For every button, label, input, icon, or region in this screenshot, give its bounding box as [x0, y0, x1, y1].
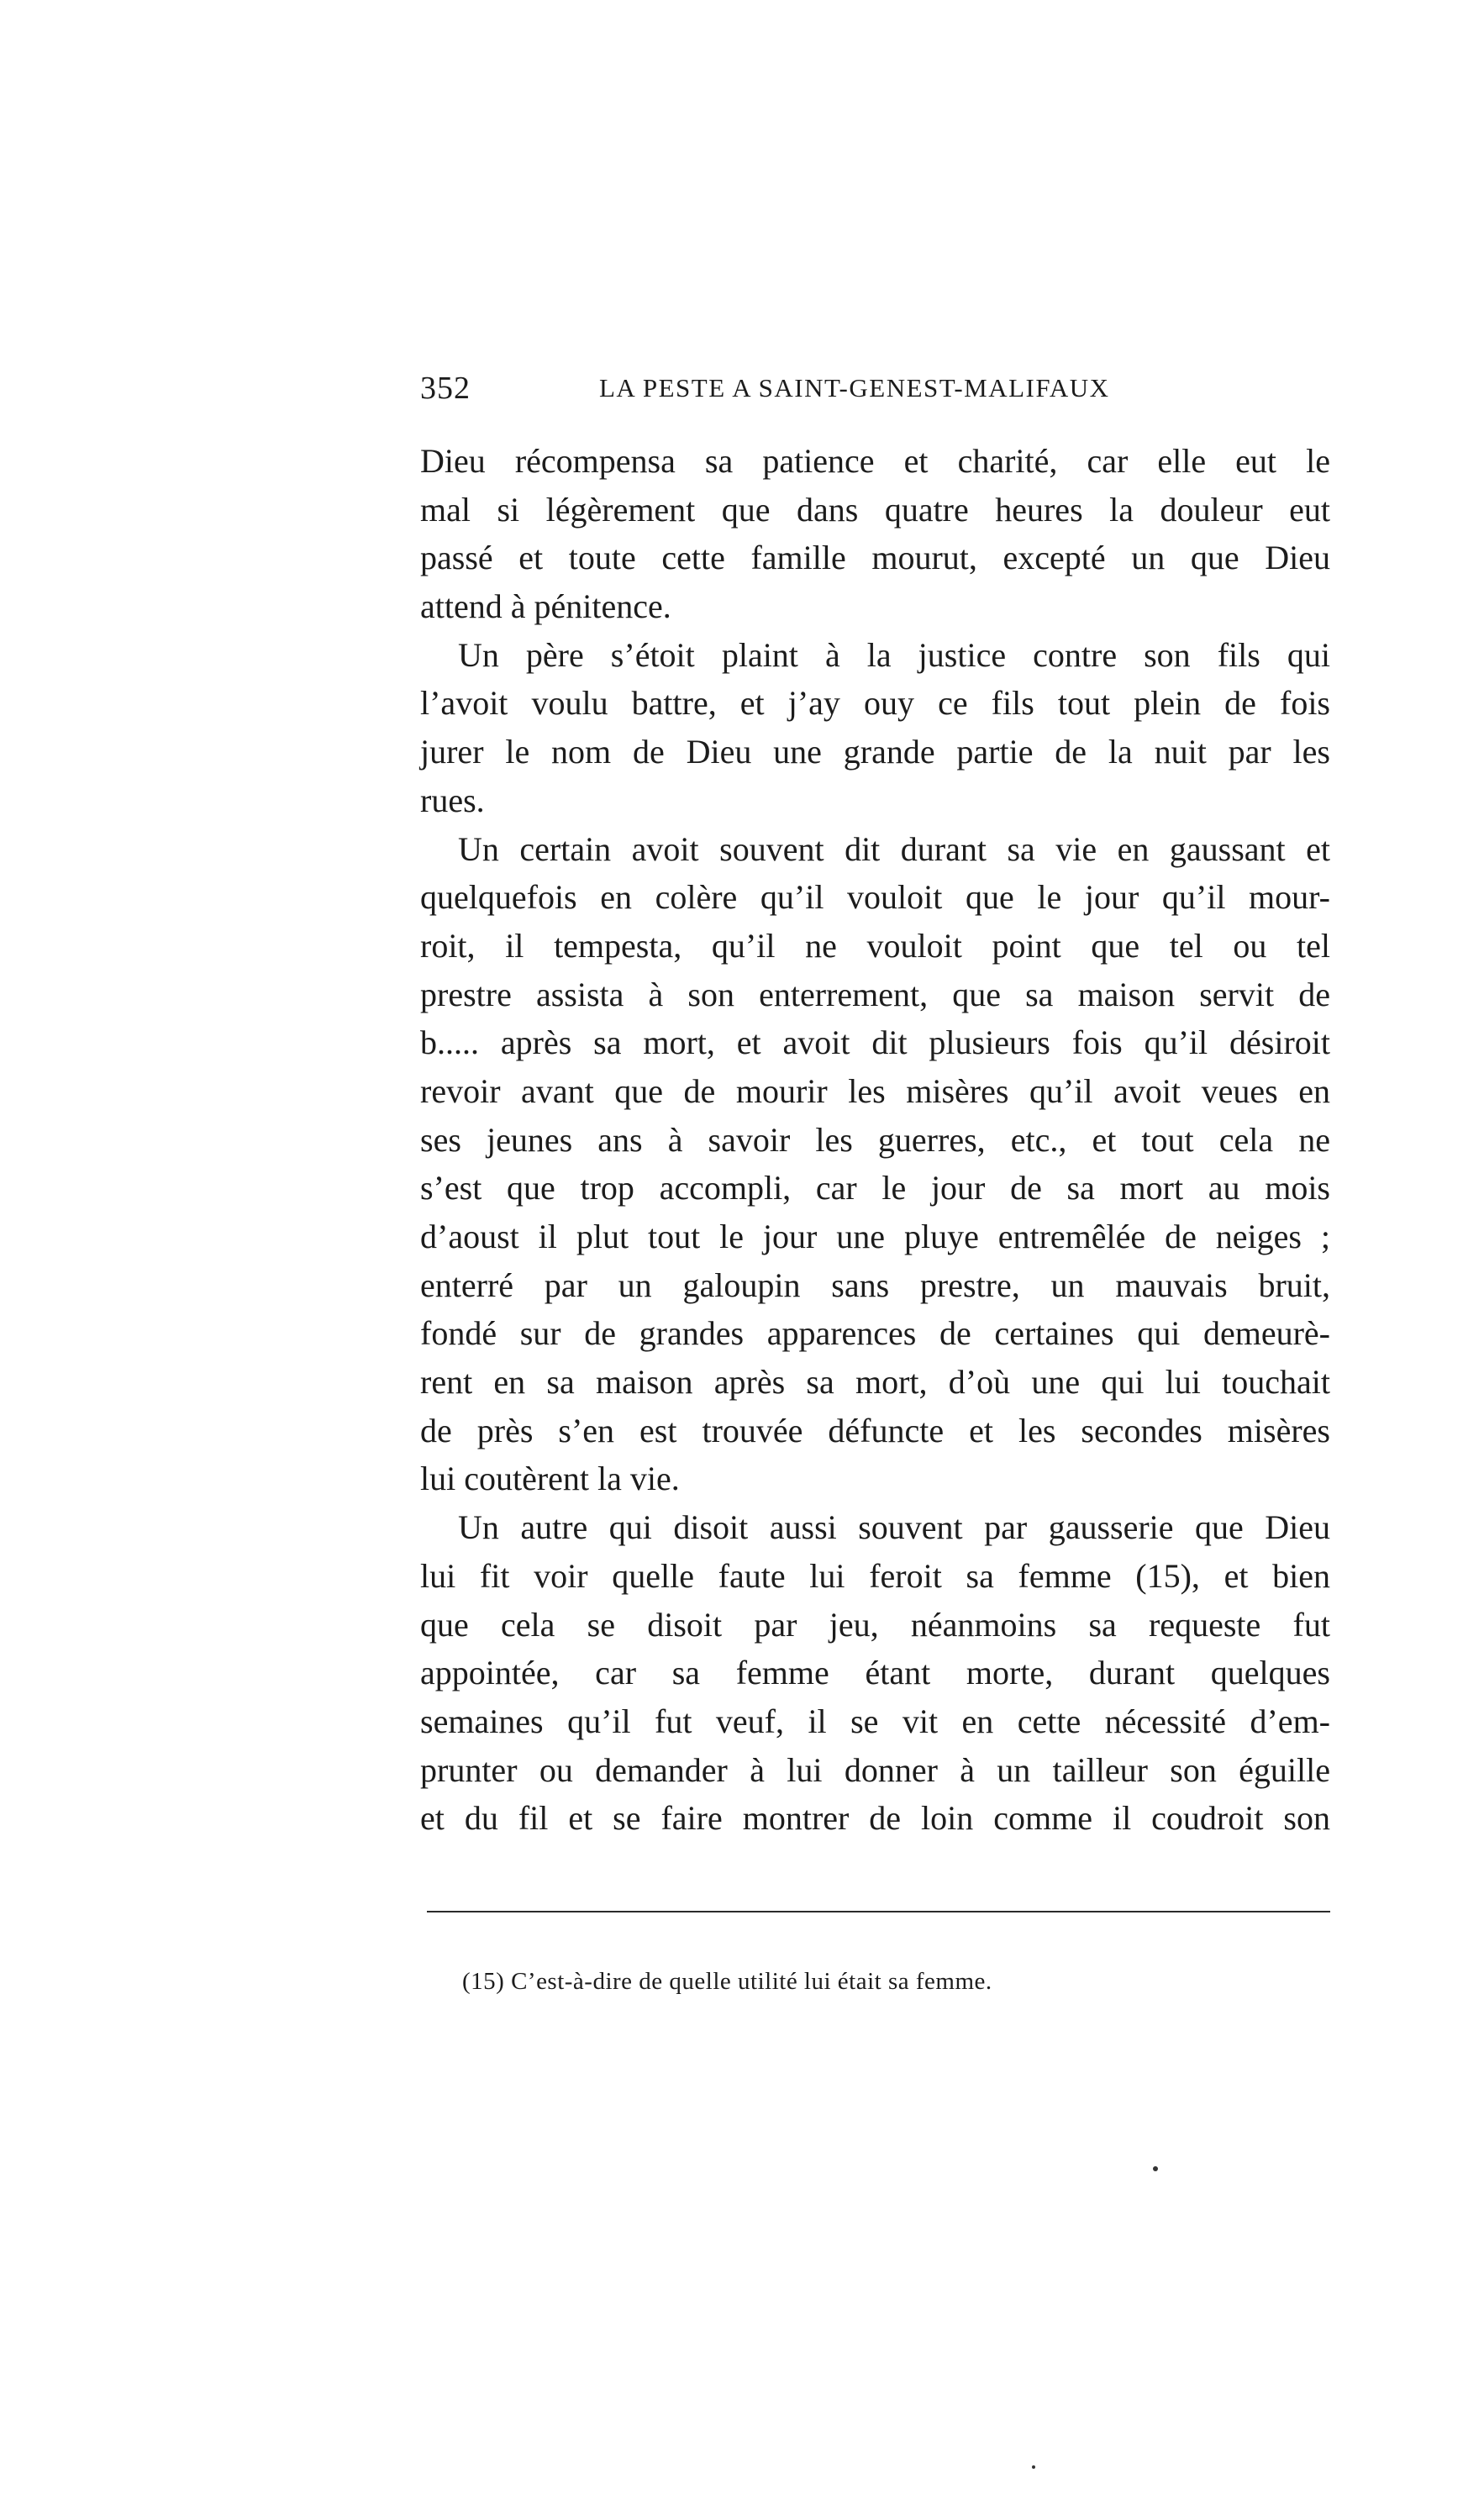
footnote-divider	[427, 1911, 1330, 1912]
running-head	[420, 370, 1330, 420]
text-line: lui fit voir quelle faute lui feroit sa femme (15), et bien	[420, 1556, 1330, 1595]
ink-speck	[1153, 2166, 1158, 2171]
text-line: revoir avant que de mourir les misères qu’il avoit veues en	[420, 1071, 1330, 1110]
text-line: attend à pénitence.	[420, 587, 671, 626]
text-line: appointée, car sa femme étant morte, durant quelques	[420, 1654, 1330, 1692]
text-line: quelquefois en colère qu’il vouloit que le jour qu’il mour-	[420, 878, 1330, 917]
text-line: rent en sa maison après sa mort, d’où une qui lui touchait	[420, 1363, 1330, 1402]
text-line: et du fil et se faire montrer de loin comme il coudroit son	[420, 1799, 1330, 1838]
text-line: fondé sur de grandes apparences de certaines qui demeurè-	[420, 1314, 1330, 1353]
footnote: (15) C’est-à-dire de quelle utilité lui était sa femme.	[462, 1968, 992, 1995]
text-line: prunter ou demander à lui donner à un tailleur son éguille	[420, 1750, 1330, 1789]
text-line: que cela se disoit par jeu, néanmoins sa requeste fut	[420, 1605, 1330, 1644]
text-line: roit, il tempesta, qu’il ne vouloit point que tel ou tel	[420, 926, 1330, 965]
running-title: LA PESTE A SAINT-GENEST-MALIFAUX	[599, 373, 1110, 402]
ink-speck	[1032, 2465, 1035, 2469]
page-number: 352	[420, 371, 471, 406]
body-text	[420, 437, 1330, 1843]
text-line: mal si légèrement que dans quatre heures la douleur eut	[420, 490, 1330, 529]
text-line: passé et toute cette famille mourut, excepté un que Dieu	[420, 539, 1330, 577]
text-line: de près s’en est trouvée défuncte et les secondes misères	[420, 1411, 1330, 1449]
text-line: enterré par un galoupin sans prestre, un mauvais bruit,	[420, 1265, 1330, 1304]
text-line: semaines qu’il fut veuf, il se vit en cette nécessité d’em-	[420, 1702, 1330, 1740]
text-line: b..... après sa mort, et avoit dit plusieurs fois qu’il désiroit	[420, 1023, 1330, 1062]
text-line: prestre assista à son enterrement, que sa maison servit de	[420, 975, 1330, 1013]
text-line: Dieu récompensa sa patience et charité, car elle eut le	[420, 442, 1330, 480]
text-line: ses jeunes ans à savoir les guerres, etc., et tout cela ne	[420, 1120, 1330, 1159]
text-line: l’avoit voulu battre, et j’ay ouy ce fils tout plein de fois	[420, 684, 1330, 723]
text-line: lui coutèrent la vie.	[420, 1460, 680, 1498]
text-line: s’est que trop accompli, car le jour de sa mort au mois	[420, 1169, 1330, 1207]
text-line: jurer le nom de Dieu une grande partie de la nuit par les	[420, 733, 1330, 771]
text-line: Un autre qui disoit aussi souvent par gausserie que Dieu	[458, 1508, 1330, 1547]
text-line: Un certain avoit souvent dit durant sa vie en gaussant et	[458, 829, 1330, 868]
text-line: rues.	[420, 781, 485, 819]
text-line: Un père s’étoit plaint à la justice contre son fils qui	[458, 635, 1330, 674]
text-line: d’aoust il plut tout le jour une pluye entremêlée de neiges ;	[420, 1218, 1330, 1255]
